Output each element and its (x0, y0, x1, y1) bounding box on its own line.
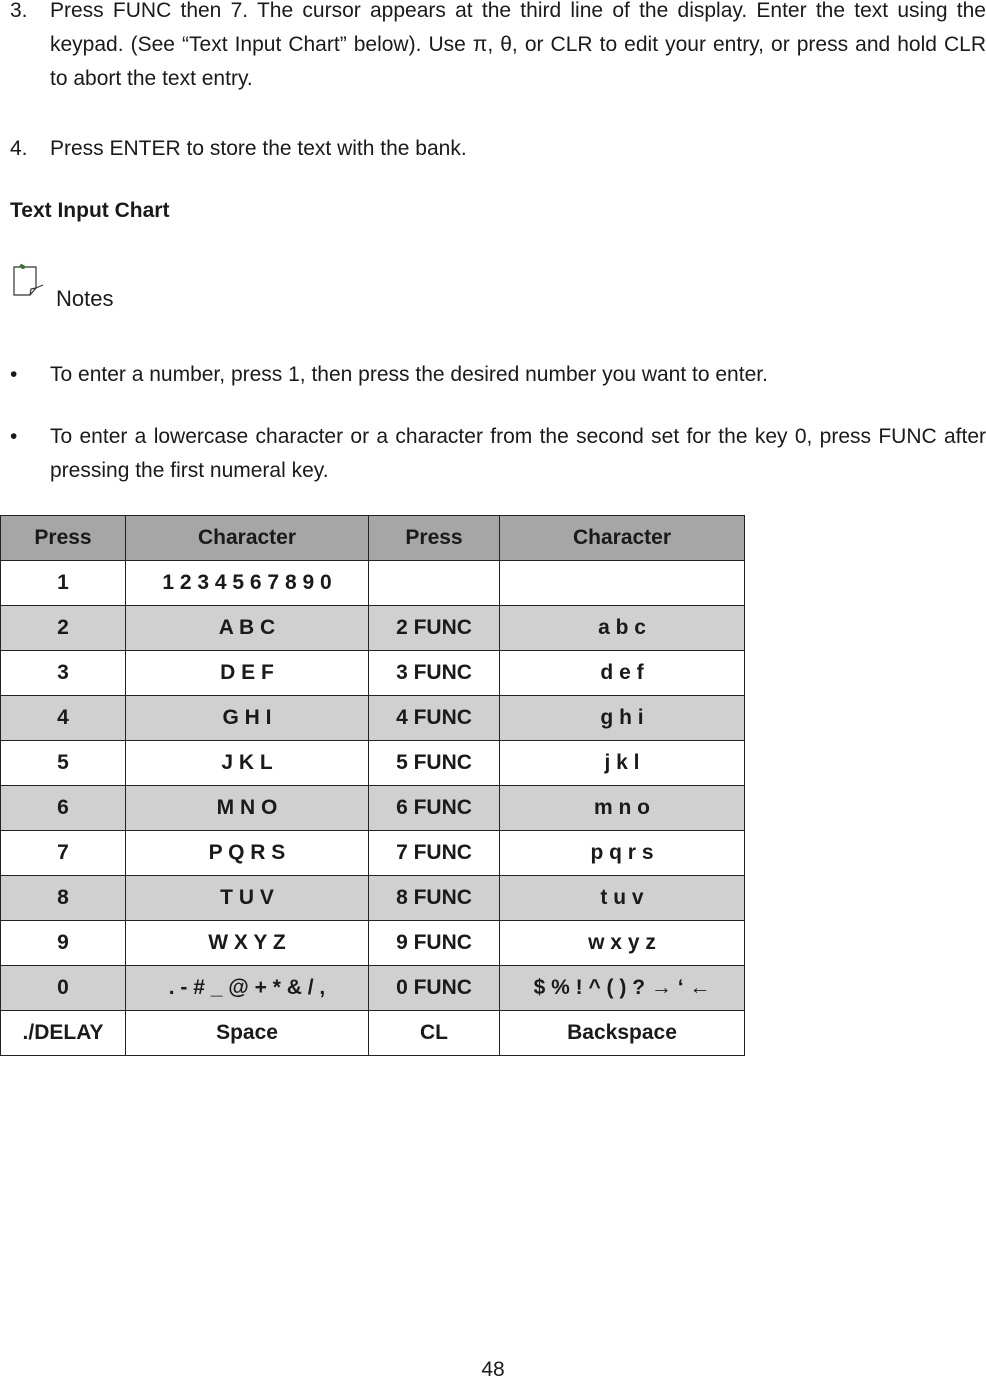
table-cell: W X Y Z (126, 921, 369, 966)
table-cell: 4 (1, 696, 126, 741)
table-cell: m n o (500, 786, 745, 831)
table-cell: 5 (1, 741, 126, 786)
table-cell: 9 FUNC (369, 921, 500, 966)
table-row (1, 921, 745, 966)
table-cell: J K L (126, 741, 369, 786)
step-3 (10, 0, 986, 104)
table-cell (500, 561, 745, 606)
table-cell: Space (126, 1011, 369, 1056)
bullet-dot: • (10, 363, 18, 386)
table-row (1, 966, 745, 1011)
step-text: Press ENTER to store the text with the bank. (50, 137, 467, 160)
step-4 (10, 132, 986, 166)
table-cell: D E F (126, 651, 369, 696)
table-row (1, 696, 745, 741)
table-header-row (1, 516, 745, 561)
note-icon (10, 264, 44, 298)
text-input-chart (0, 515, 745, 1056)
table-cell: T U V (126, 876, 369, 921)
header-press: Press (1, 516, 126, 561)
table-cell: M N O (126, 786, 369, 831)
table-row (1, 741, 745, 786)
header-character-func: Character (500, 516, 745, 561)
table-cell: 7 FUNC (369, 831, 500, 876)
table-cell: j k l (500, 741, 745, 786)
table-cell: 1 (1, 561, 126, 606)
table-cell: 6 (1, 786, 126, 831)
table-cell: P Q R S (126, 831, 369, 876)
note-bullet (10, 358, 986, 392)
table-row (1, 876, 745, 921)
note-text: To enter a number, press 1, then press the desired number you want to enter. (50, 363, 768, 386)
table-cell: p q r s (500, 831, 745, 876)
table-cell: d e f (500, 651, 745, 696)
header-press-func: Press (369, 516, 500, 561)
table-cell: $ % ! ^ ( ) ? → ‘ ← (500, 966, 745, 1011)
table-cell: 8 FUNC (369, 876, 500, 921)
table-cell: 2 (1, 606, 126, 651)
table-cell: 5 FUNC (369, 741, 500, 786)
table-cell: . - # _ @ + * & / , (126, 966, 369, 1011)
step-number: 4. (10, 137, 28, 160)
step-number: 3. (10, 0, 28, 22)
table-row (1, 651, 745, 696)
note-text: To enter a lowercase character or a character from the second set for the key 0, press FUNC after pressing the first numeral key. (50, 425, 986, 482)
table-cell: 8 (1, 876, 126, 921)
section-heading: Text Input Chart (10, 199, 170, 222)
table-row (1, 561, 745, 606)
table-cell: 0 FUNC (369, 966, 500, 1011)
page-number: 48 (481, 1358, 505, 1381)
table-cell: 0 (1, 966, 126, 1011)
table-cell: CL (369, 1011, 500, 1056)
table-row (1, 606, 745, 651)
table-row (1, 1011, 745, 1056)
table-cell: A B C (126, 606, 369, 651)
table-cell: w x y z (500, 921, 745, 966)
table-cell: a b c (500, 606, 745, 651)
table-cell: 2 FUNC (369, 606, 500, 651)
table-cell: Backspace (500, 1011, 745, 1056)
step-text: Press FUNC then 7. The cursor appears at the third line of the display. Enter the text using the keypad. (See “Text Input Chart” below). Use π, θ, or CLR to edit your entry, or press and hold CLR to abort the text entry. (50, 0, 986, 90)
table-cell: 6 FUNC (369, 786, 500, 831)
table-cell: 4 FUNC (369, 696, 500, 741)
table-row (1, 786, 745, 831)
note-bullet (10, 420, 986, 490)
header-character: Character (126, 516, 369, 561)
table-row (1, 831, 745, 876)
table-cell: 3 (1, 651, 126, 696)
table-cell: G H I (126, 696, 369, 741)
bullet-dot: • (10, 425, 18, 448)
table-cell: ./DELAY (1, 1011, 126, 1056)
table-cell: 3 FUNC (369, 651, 500, 696)
notes-label: Notes (56, 286, 114, 311)
table-cell: g h i (500, 696, 745, 741)
table-cell: t u v (500, 876, 745, 921)
table-cell: 1 2 3 4 5 6 7 8 9 0 (126, 561, 369, 606)
table-cell: 9 (1, 921, 126, 966)
table-cell (369, 561, 500, 606)
table-cell: 7 (1, 831, 126, 876)
